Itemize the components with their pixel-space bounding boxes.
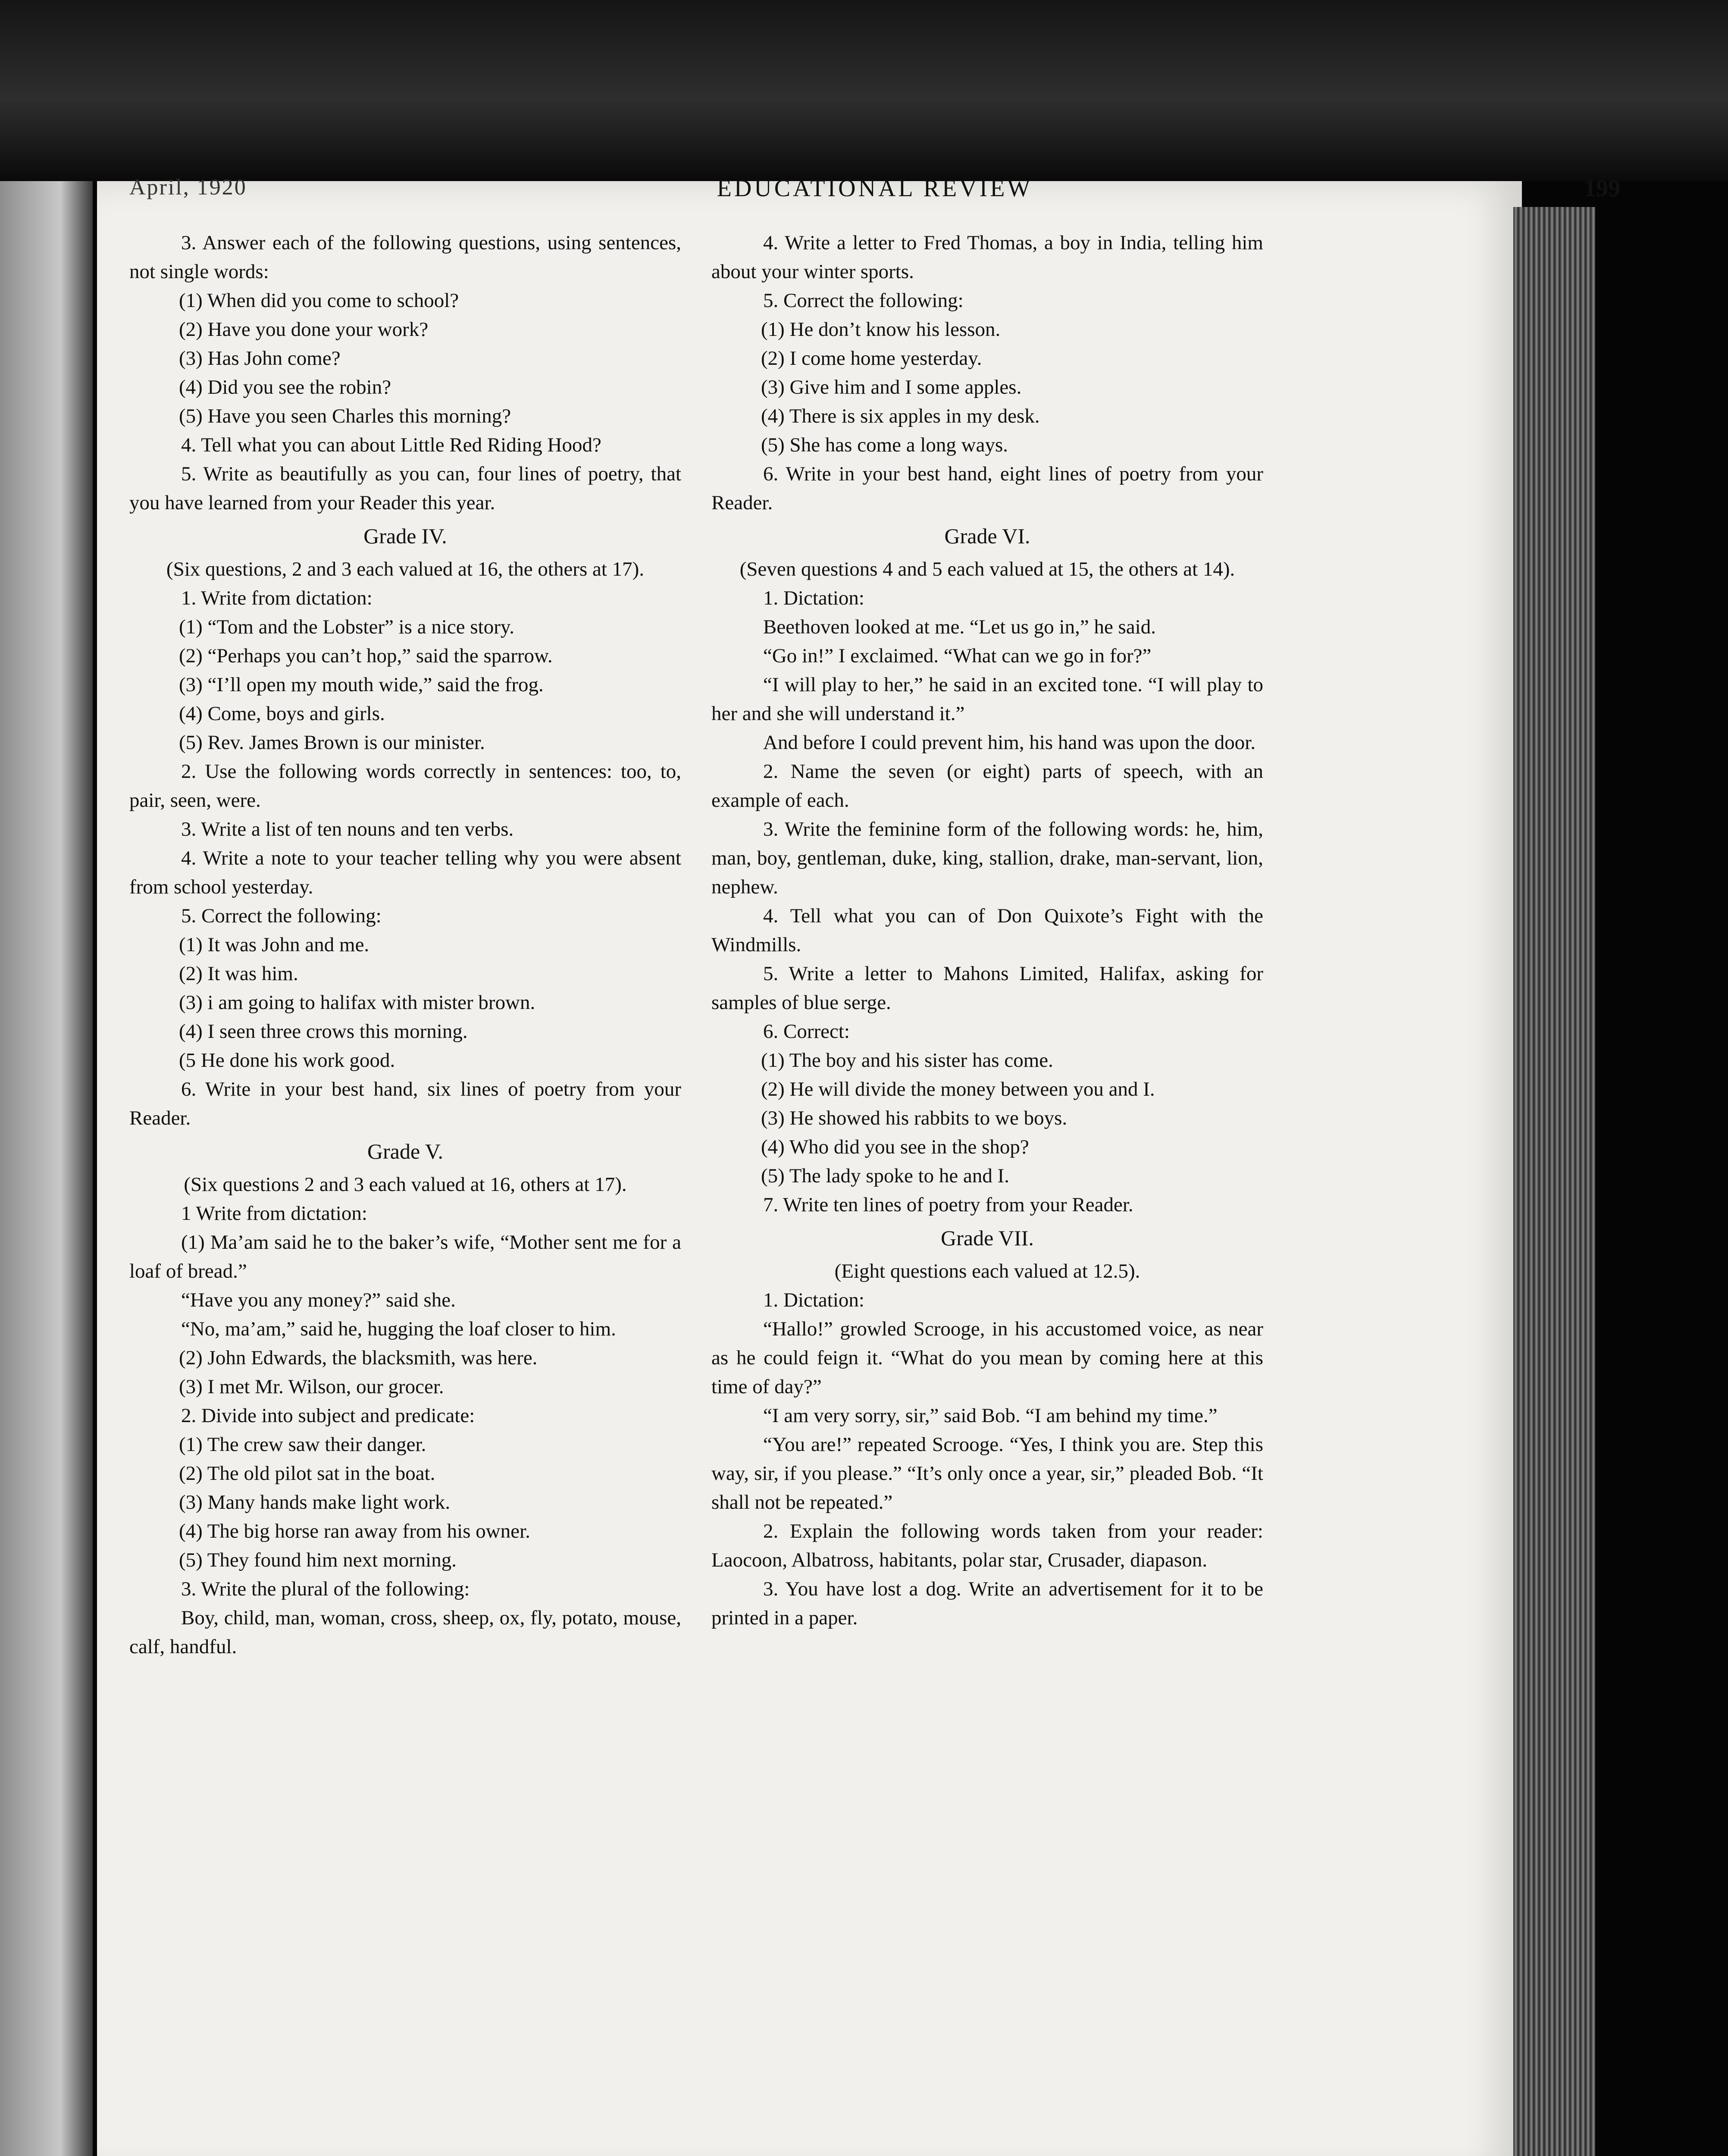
paragraph: “I am very sorry, sir,” said Bob. “I am behind my time.” [763,1404,1218,1427]
list-item: (5) Have you seen Charles this morning? [179,405,511,427]
list-item: (4) I seen three crows this morning. [179,1020,468,1043]
list-item: (3) Give him and I some apples. [761,376,1022,398]
paragraph: 4. Tell what you can about Little Red Riding Hood? [181,434,601,456]
paragraph: 4. Tell what you can of Don Quixote’s Fight with the Windmills. [711,905,1263,956]
facing-page-edge [0,181,93,2156]
list-item: (2) The old pilot sat in the boat. [179,1462,435,1485]
grade-heading: Grade IV. [363,524,447,548]
page-number: 199 [1584,175,1620,202]
paragraph: (Eight questions each valued at 12.5). [834,1260,1140,1282]
list-item: (5) Rev. James Brown is our minister. [179,731,485,754]
list-item: (1) When did you come to school? [179,289,459,312]
list-item: (4) There is six apples in my desk. [761,405,1040,427]
list-item: (1) He don’t know his lesson. [761,318,1001,341]
paragraph: Boy, child, man, woman, cross, sheep, ox, fly, potato, mouse, calf, handful. [129,1607,681,1658]
paragraph: “I will play to her,” he said in an excited tone. “I will play to her and she will understand it.” [711,674,1263,725]
list-item: (3) “I’ll open my mouth wide,” said the frog. [179,674,544,696]
paragraph: 2. Divide into subject and predicate: [181,1404,475,1427]
list-item: (5) The lady spoke to he and I. [761,1165,1010,1187]
list-item: (3) Many hands make light work. [179,1491,451,1514]
paragraph: 4. Write a letter to Fred Thomas, a boy in India, telling him about your winter sports. [711,232,1263,283]
paragraph: 3. Write the plural of the following: [181,1578,470,1600]
paragraph: “You are!” repeated Scrooge. “Yes, I think you are. Step this way, sir, if you please.” “It’s only once a year, sir,” pleaded Bob. “It shall not be repeated.” [711,1433,1263,1514]
list-item: (4) Did you see the robin? [179,376,391,398]
paragraph: 7. Write ten lines of poetry from your Reader. [763,1194,1133,1216]
list-item: (2) Have you done your work? [179,318,429,341]
paragraph: 4. Write a note to your teacher telling why you were absent from school yesterday. [129,847,681,898]
list-item: (3) I met Mr. Wilson, our grocer. [179,1376,444,1398]
list-item: (5 He done his work good. [179,1049,395,1072]
list-item: (2) “Perhaps you can’t hop,” said the sparrow. [179,645,553,667]
paragraph: 5. Correct the following: [181,905,382,927]
paragraph: 6. Correct: [763,1020,850,1043]
list-item: (1) The boy and his sister has come. [761,1049,1053,1072]
paragraph: 3. Answer each of the following questions, using sentences, not single words: [129,232,681,283]
paragraph: 1. Write from dictation: [181,587,373,609]
paragraph: 1. Dictation: [763,587,864,609]
paragraph: Beethoven looked at me. “Let us go in,” he said. [763,616,1156,638]
paragraph: And before I could prevent him, his hand was upon the door. [763,731,1256,754]
list-item: (1) “Tom and the Lobster” is a nice story. [179,616,515,638]
list-item: (5) They found him next morning. [179,1549,457,1571]
list-item: (4) The big horse ran away from his owner. [179,1520,530,1542]
paragraph: 6. Write in your best hand, six lines of poetry from your Reader. [129,1078,681,1129]
paragraph: “No, ma’am,” said he, hugging the loaf closer to him. [181,1318,616,1340]
paragraph: “Hallo!” growled Scrooge, in his accustomed voice, as near as he could feign it. “What do you mean by coming here at this time of day?” [711,1318,1263,1398]
grade-heading: Grade VI. [944,524,1030,548]
paragraph: 2. Name the seven (or eight) parts of speech, with an example of each. [711,760,1263,812]
issue-date: April, 1920 [129,175,247,200]
journal-title: EDUCATIONAL REVIEW [717,175,1033,202]
paragraph: 3. Write the feminine form of the following words: he, him, man, boy, gentleman, duke, king, stallion, drake, man-servant, lion, nephew. [711,818,1263,898]
list-item: (3) Has John come? [179,347,341,370]
paragraph: “Go in!” I exclaimed. “What can we go in for?” [763,645,1152,667]
paragraph: 2. Explain the following words taken from your reader: Laocoon, Albatross, habitants, polar star, Crusader, diapason. [711,1520,1263,1571]
page-stack-edges [1513,207,1595,2156]
paragraph: (1) Ma’am said he to the baker’s wife, “Mother sent me for a loaf of bread.” [129,1231,681,1282]
left-text-column [129,229,681,1661]
list-item: (2) John Edwards, the blacksmith, was here. [179,1347,538,1369]
list-item: (4) Come, boys and girls. [179,702,385,725]
paragraph: 3. Write a list of ten nouns and ten verbs. [181,818,514,840]
paragraph: 5. Correct the following: [763,289,964,312]
paragraph: (Six questions 2 and 3 each valued at 16, others at 17). [184,1173,627,1196]
paragraph: (Six questions, 2 and 3 each valued at 16, the others at 17). [166,558,645,580]
paragraph: 6. Write in your best hand, eight lines of poetry from your Reader. [711,463,1263,514]
paragraph: “Have you any money?” said she. [181,1289,456,1311]
paragraph: 3. You have lost a dog. Write an advertisement for it to be printed in a paper. [711,1578,1263,1629]
list-item: (2) I come home yesterday. [761,347,982,370]
right-text-column [711,229,1263,1633]
paragraph: 2. Use the following words correctly in sentences: too, to, pair, seen, were. [129,760,681,812]
list-item: (3) He showed his rabbits to we boys. [761,1107,1067,1129]
list-item: (1) It was John and me. [179,934,369,956]
list-item: (1) The crew saw their danger. [179,1433,426,1456]
paragraph: (Seven questions 4 and 5 each valued at 15, the others at 14). [739,558,1235,580]
paragraph: 5. Write as beautifully as you can, four lines of poetry, that you have learned from your Reader this year. [129,463,681,514]
list-item: (2) It was him. [179,962,298,985]
scan-top-shadow [0,0,1728,181]
running-head [129,175,1620,213]
list-item: (2) He will divide the money between you and I. [761,1078,1155,1100]
list-item: (3) i am going to halifax with mister brown. [179,991,535,1014]
paragraph: 1 Write from dictation: [181,1202,367,1225]
paragraph: 5. Write a letter to Mahons Limited, Halifax, asking for samples of blue serge. [711,962,1263,1014]
paragraph: 1. Dictation: [763,1289,864,1311]
grade-heading: Grade V. [367,1139,443,1163]
grade-heading: Grade VII. [941,1226,1034,1250]
list-item: (4) Who did you see in the shop? [761,1136,1029,1158]
list-item: (5) She has come a long ways. [761,434,1008,456]
